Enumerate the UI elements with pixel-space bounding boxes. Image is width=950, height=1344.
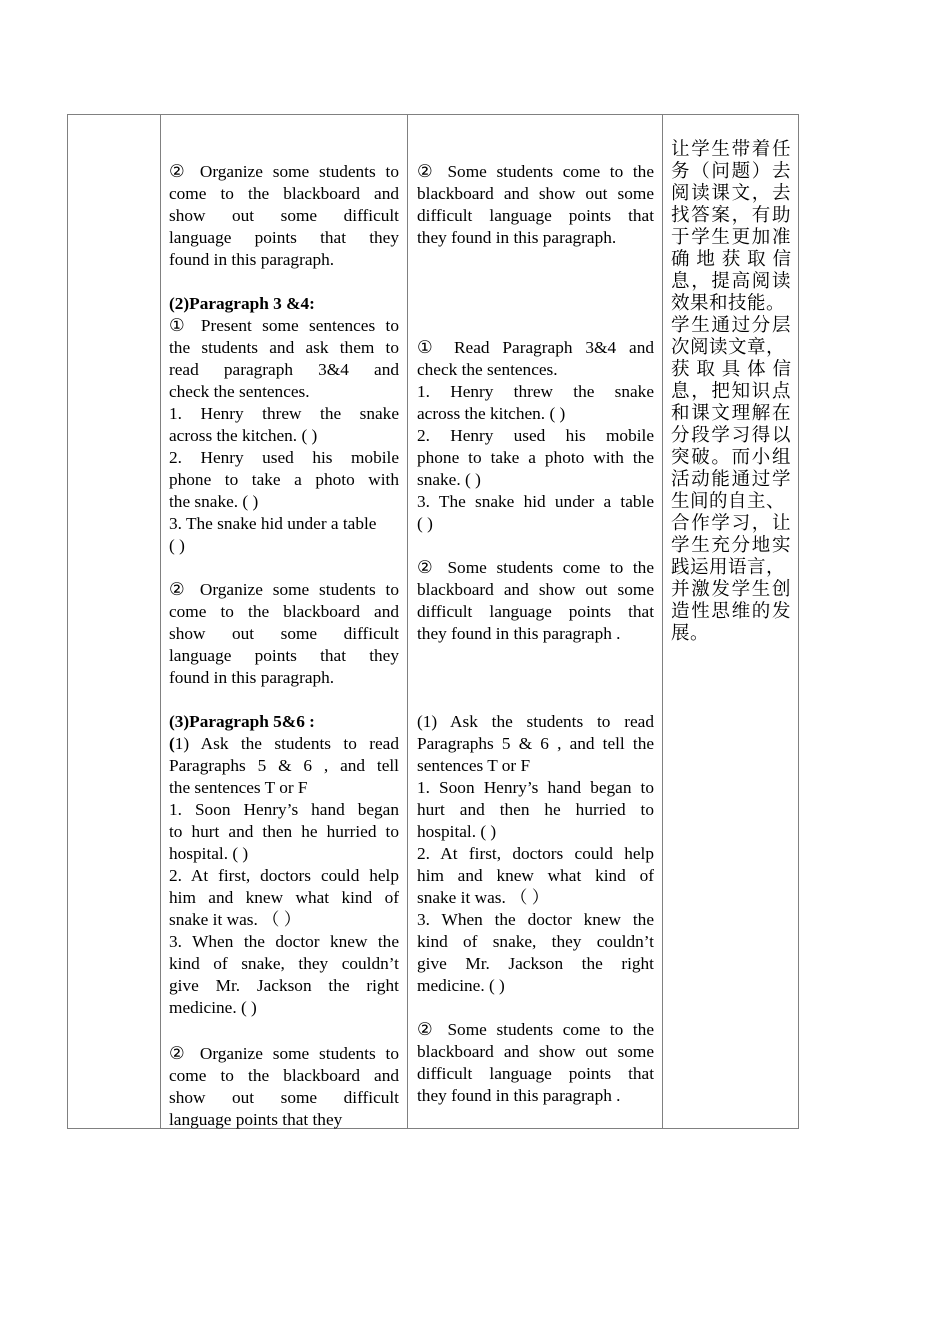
text-line: give Mr. Jackson the right (417, 954, 654, 973)
text-line: language points that they (169, 228, 399, 247)
text-line: 3. The snake hid under a table (169, 514, 377, 533)
text-line: hurt and then he hurried to (417, 800, 654, 819)
text-line: Paragraphs 5 & 6 , and tell (169, 756, 399, 775)
text-line: 2. At first, doctors could help (169, 866, 399, 885)
text-line: 务（问题）去 (671, 161, 791, 182)
lesson-plan-table (67, 114, 799, 1129)
text-line: snake it was. （ ） (169, 910, 301, 929)
text-line: across the kitchen. ( ) (417, 404, 566, 423)
text-line: 3. When the doctor knew the (417, 910, 654, 929)
text-line: found in this paragraph. (169, 250, 335, 269)
text-line: him and knew what kind of (169, 888, 399, 907)
text-line: 息，把知识点 (671, 381, 791, 402)
text-line: blackboard and show out some (417, 1042, 654, 1061)
text-line: 1. Soon Henry’s hand began to (417, 778, 654, 797)
text-line: give Mr. Jackson the right (169, 976, 399, 995)
text-line: ② Some students come to the (417, 558, 654, 577)
text-line: the sentences T or F (169, 778, 308, 797)
text-line: medicine. ( ) (417, 976, 505, 995)
text-line: hospital. ( ) (417, 822, 497, 841)
text-line: phone to take a photo with the (417, 448, 654, 467)
text-line: ② Organize some students to (169, 1044, 399, 1063)
text-line: 1. Soon Henry’s hand began (169, 800, 399, 819)
text-line: ① Present some sentences to (169, 316, 399, 335)
text-line: sentences T or F (417, 756, 531, 775)
text-line: 学生通过分层 (671, 315, 791, 336)
para2-show-block (417, 161, 654, 249)
text-line: ( ) (417, 514, 433, 533)
text-line: 活动能通过学 (671, 469, 791, 490)
text-line: 展。 (671, 623, 710, 644)
column-divider (160, 115, 161, 1128)
bold-paren: ( (169, 734, 175, 753)
text-line: him and knew what kind of (417, 866, 654, 885)
para34-organize-block (169, 579, 399, 689)
text-line: 1. Henry threw the snake (169, 404, 399, 423)
para56-block (417, 711, 654, 997)
text-line: snake it was. （ ） (417, 888, 549, 907)
para34-show-block (417, 557, 654, 645)
text-line: 学生充分地实 (671, 535, 791, 556)
text-line: 3. When the doctor knew the (169, 932, 399, 951)
text-line: 于学生更加准 (671, 227, 791, 248)
text-line: difficult language points that (417, 602, 654, 621)
column-divider (407, 115, 408, 1128)
text-line: the snake. ( ) (169, 492, 259, 511)
text-line: kind of snake, they couldn’t (169, 954, 399, 973)
text-line: medicine. ( ) (169, 998, 257, 1017)
para34-read-block (417, 337, 654, 535)
text-line: difficult language points that (417, 206, 654, 225)
text-line: 找答案，有助 (671, 205, 791, 226)
text-line: they found in this paragraph . (417, 1086, 621, 1105)
text-line: the students and ask them to (169, 338, 399, 357)
text-line: 获 取 具 体 信 (671, 359, 792, 380)
text-line: 3. The snake hid under a table (417, 492, 654, 511)
text-line: show out some difficult (169, 624, 399, 643)
text-line: ② Organize some students to (169, 162, 399, 181)
section-heading: (2)Paragraph 3 &4: (169, 294, 315, 313)
text-line: come to the blackboard and (169, 602, 399, 621)
para2-organize-block (169, 161, 399, 271)
text-line: show out some difficult (169, 1088, 399, 1107)
text-line: 突破。而小组 (671, 447, 791, 468)
text-line: 践运用语言， (671, 557, 786, 578)
text-line: show out some difficult (169, 206, 399, 225)
text-line (169, 733, 399, 755)
para56-organize-block (169, 1043, 399, 1131)
text-line: 2. At first, doctors could help (417, 844, 654, 863)
text-line: across the kitchen. ( ) (169, 426, 318, 445)
text-line: 分段学习得以 (671, 425, 791, 446)
para56-block (169, 711, 399, 1019)
text-line: blackboard and show out some (417, 580, 654, 599)
text-line: ② Some students come to the (417, 162, 654, 181)
text-line: 让学生带着任 (671, 139, 791, 160)
text-line: language points that they (169, 1110, 343, 1129)
text-line: ( ) (169, 536, 185, 555)
text-line: hospital. ( ) (169, 844, 249, 863)
para56-show-block (417, 1019, 654, 1107)
column-divider (662, 115, 663, 1128)
text-line: language points that they (169, 646, 399, 665)
para34-block (169, 293, 399, 557)
text-line: they found in this paragraph . (417, 624, 621, 643)
text-line: 1. Henry threw the snake (417, 382, 654, 401)
text-line: (1) Ask the students to read (417, 712, 654, 731)
text-line: found in this paragraph. (169, 668, 335, 687)
text-line: 生间的自主、 (671, 491, 786, 512)
text-line: snake. ( ) (417, 470, 481, 489)
text-line: read paragraph 3&4 and (169, 360, 399, 379)
section-heading: (3)Paragraph 5&6 : (169, 712, 315, 731)
text-line: to hurt and then he hurried to (169, 822, 399, 841)
text-line: come to the blackboard and (169, 1066, 399, 1085)
text-line: kind of snake, they couldn’t (417, 932, 654, 951)
text-line: they found in this paragraph. (417, 228, 617, 247)
text-line: 效果和技能。 (671, 293, 786, 314)
text-line: 和课文理解在 (671, 403, 791, 424)
text-line: 合作学习，让 (671, 513, 791, 534)
text-span: 1) Ask the students to read (174, 734, 399, 753)
text-line: ② Organize some students to (169, 580, 399, 599)
text-line: 造性思维的发 (671, 601, 791, 622)
text-line: check the sentences. (169, 382, 310, 401)
purpose-text (671, 139, 791, 645)
text-line: difficult language points that (417, 1064, 654, 1083)
text-line: 2. Henry used his mobile (169, 448, 399, 467)
text-line: 并激发学生创 (671, 579, 791, 600)
text-line: blackboard and show out some (417, 184, 654, 203)
text-line: phone to take a photo with (169, 470, 399, 489)
text-line: check the sentences. (417, 360, 558, 379)
text-line: 阅读课文，去 (671, 183, 791, 204)
text-line: 2. Henry used his mobile (417, 426, 654, 445)
text-line: 次阅读文章， (671, 337, 786, 358)
text-line: ② Some students come to the (417, 1020, 654, 1039)
text-line: ① Read Paragraph 3&4 and (417, 338, 654, 357)
text-line: 息，提高阅读 (671, 271, 791, 292)
text-line: come to the blackboard and (169, 184, 399, 203)
text-line: Paragraphs 5 & 6 , and tell the (417, 734, 654, 753)
text-line: 确 地 获 取 信 (671, 249, 792, 270)
